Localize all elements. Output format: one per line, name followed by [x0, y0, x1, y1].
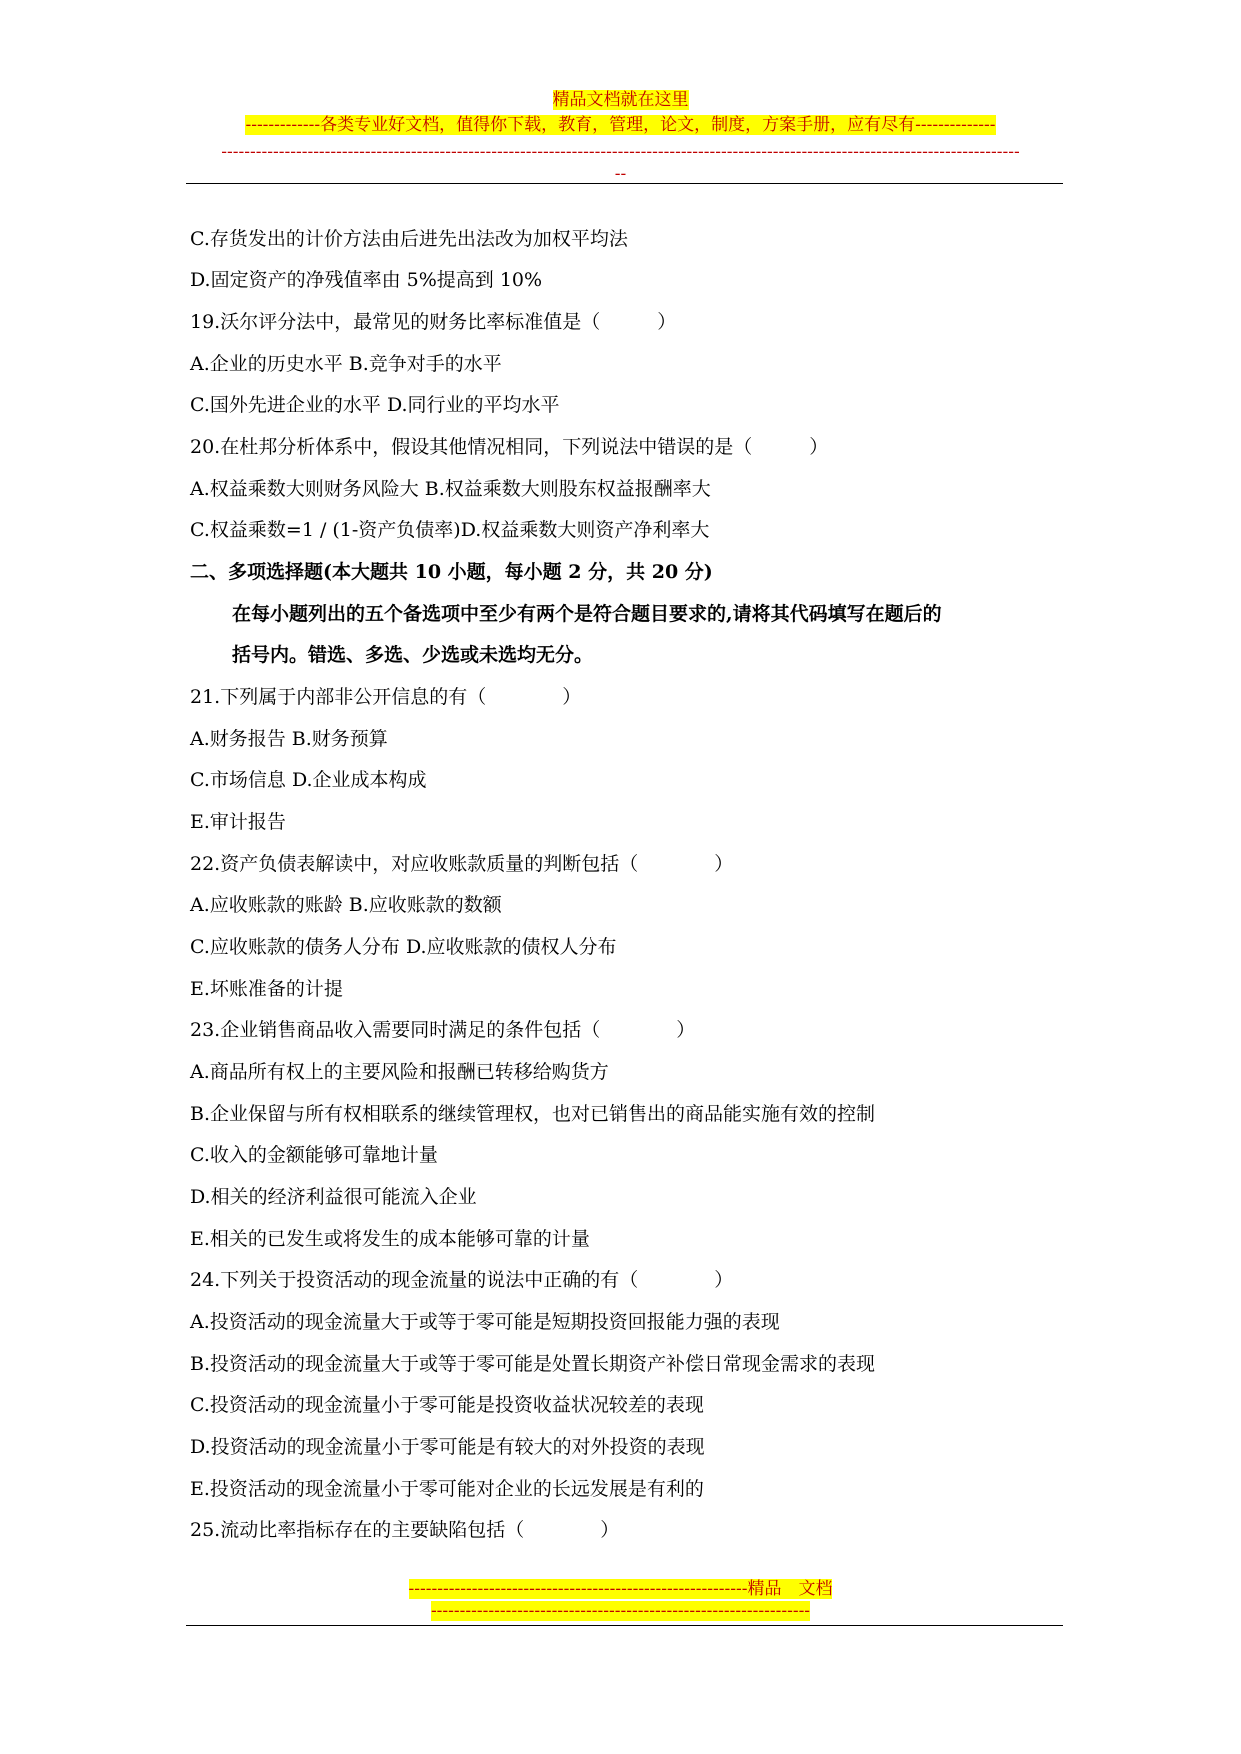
header-dashes-tail: --	[614, 164, 627, 184]
text-line: A.企业的历史水平 B.竞争对手的水平	[190, 353, 502, 375]
section-heading: 二、多项选择题(本大题共 10 小题，每小题 2 分，共 20 分)	[190, 561, 713, 583]
section-instructions-cont: 括号内。错选、多选、少选或未选均无分。	[232, 644, 594, 666]
text-line: E.审计报告	[190, 811, 286, 833]
header-title: 精品文档就在这里	[552, 90, 689, 110]
question-19: 19.沃尔评分法中，最常见的财务比率标准值是（ ）	[190, 311, 677, 333]
text-line: C.收入的金额能够可靠地计量	[190, 1144, 438, 1166]
text-line: A.财务报告 B.财务预算	[190, 728, 388, 750]
text-line: C.应收账款的债务人分布 D.应收账款的债权人分布	[190, 936, 617, 958]
footer-label: -----------------------------------------------------------精品 文档	[408, 1579, 833, 1599]
question-23: 23.企业销售商品收入需要同时满足的条件包括（ ）	[190, 1019, 696, 1041]
text-line: D.相关的经济利益很可能流入企业	[190, 1186, 477, 1208]
text-line: C.权益乘数=1 / (1-资产负债率)D.权益乘数大则资产净利率大	[190, 519, 710, 541]
text-line: C.存货发出的计价方法由后进先出法改为加权平均法	[190, 228, 628, 250]
footer-dashes: ------------------------------------------------------------------	[430, 1601, 811, 1621]
text-line: A.投资活动的现金流量大于或等于零可能是短期投资回报能力强的表现	[190, 1311, 780, 1333]
question-22: 22.资产负债表解读中，对应收账款质量的判断包括（ ）	[190, 853, 734, 875]
text-line: D.固定资产的净残值率由 5%提高到 10%	[190, 269, 543, 291]
text-line: E.坏账准备的计提	[190, 978, 343, 1000]
footer-rule	[186, 1625, 1063, 1626]
question-25: 25.流动比率指标存在的主要缺陷包括（ ）	[190, 1519, 620, 1541]
header-tagline: -------------各类专业好文档，值得你下载，教育，管理，论文，制度，方案手册，应有尽有--------------	[245, 115, 996, 135]
text-line: E.投资活动的现金流量小于零可能对企业的长远发展是有利的	[190, 1478, 704, 1500]
text-line: C.投资活动的现金流量小于零可能是投资收益状况较差的表现	[190, 1394, 704, 1416]
text-line: B.投资活动的现金流量大于或等于零可能是处置长期资产补偿日常现金需求的表现	[190, 1353, 876, 1375]
question-21: 21.下列属于内部非公开信息的有（ ）	[190, 686, 582, 708]
text-line: C.市场信息 D.企业成本构成	[190, 769, 427, 791]
question-24: 24.下列关于投资活动的现金流量的说法中正确的有（ ）	[190, 1269, 734, 1291]
question-20: 20.在杜邦分析体系中，假设其他情况相同，下列说法中错误的是（ ）	[190, 436, 829, 458]
text-line: C.国外先进企业的水平 D.同行业的平均水平	[190, 394, 560, 416]
text-line: A.权益乘数大则财务风险大 B.权益乘数大则股东权益报酬率大	[190, 478, 711, 500]
text-line: E.相关的已发生或将发生的成本能够可靠的计量	[190, 1228, 590, 1250]
text-line: B.企业保留与所有权相联系的继续管理权，也对已销售出的商品能实施有效的控制	[190, 1103, 876, 1125]
section-instructions: 在每小题列出的五个备选项中至少有两个是符合题目要求的,请将其代码填写在题后的	[232, 603, 942, 625]
text-line: D.投资活动的现金流量小于零可能是有较大的对外投资的表现	[190, 1436, 705, 1458]
header-dashes: -------------------------------------------------------------------------------------------------------------------------------------------	[221, 142, 1020, 162]
text-line: A.商品所有权上的主要风险和报酬已转移给购货方	[190, 1061, 609, 1083]
header-rule	[186, 183, 1063, 184]
text-line: A.应收账款的账龄 B.应收账款的数额	[190, 894, 502, 916]
